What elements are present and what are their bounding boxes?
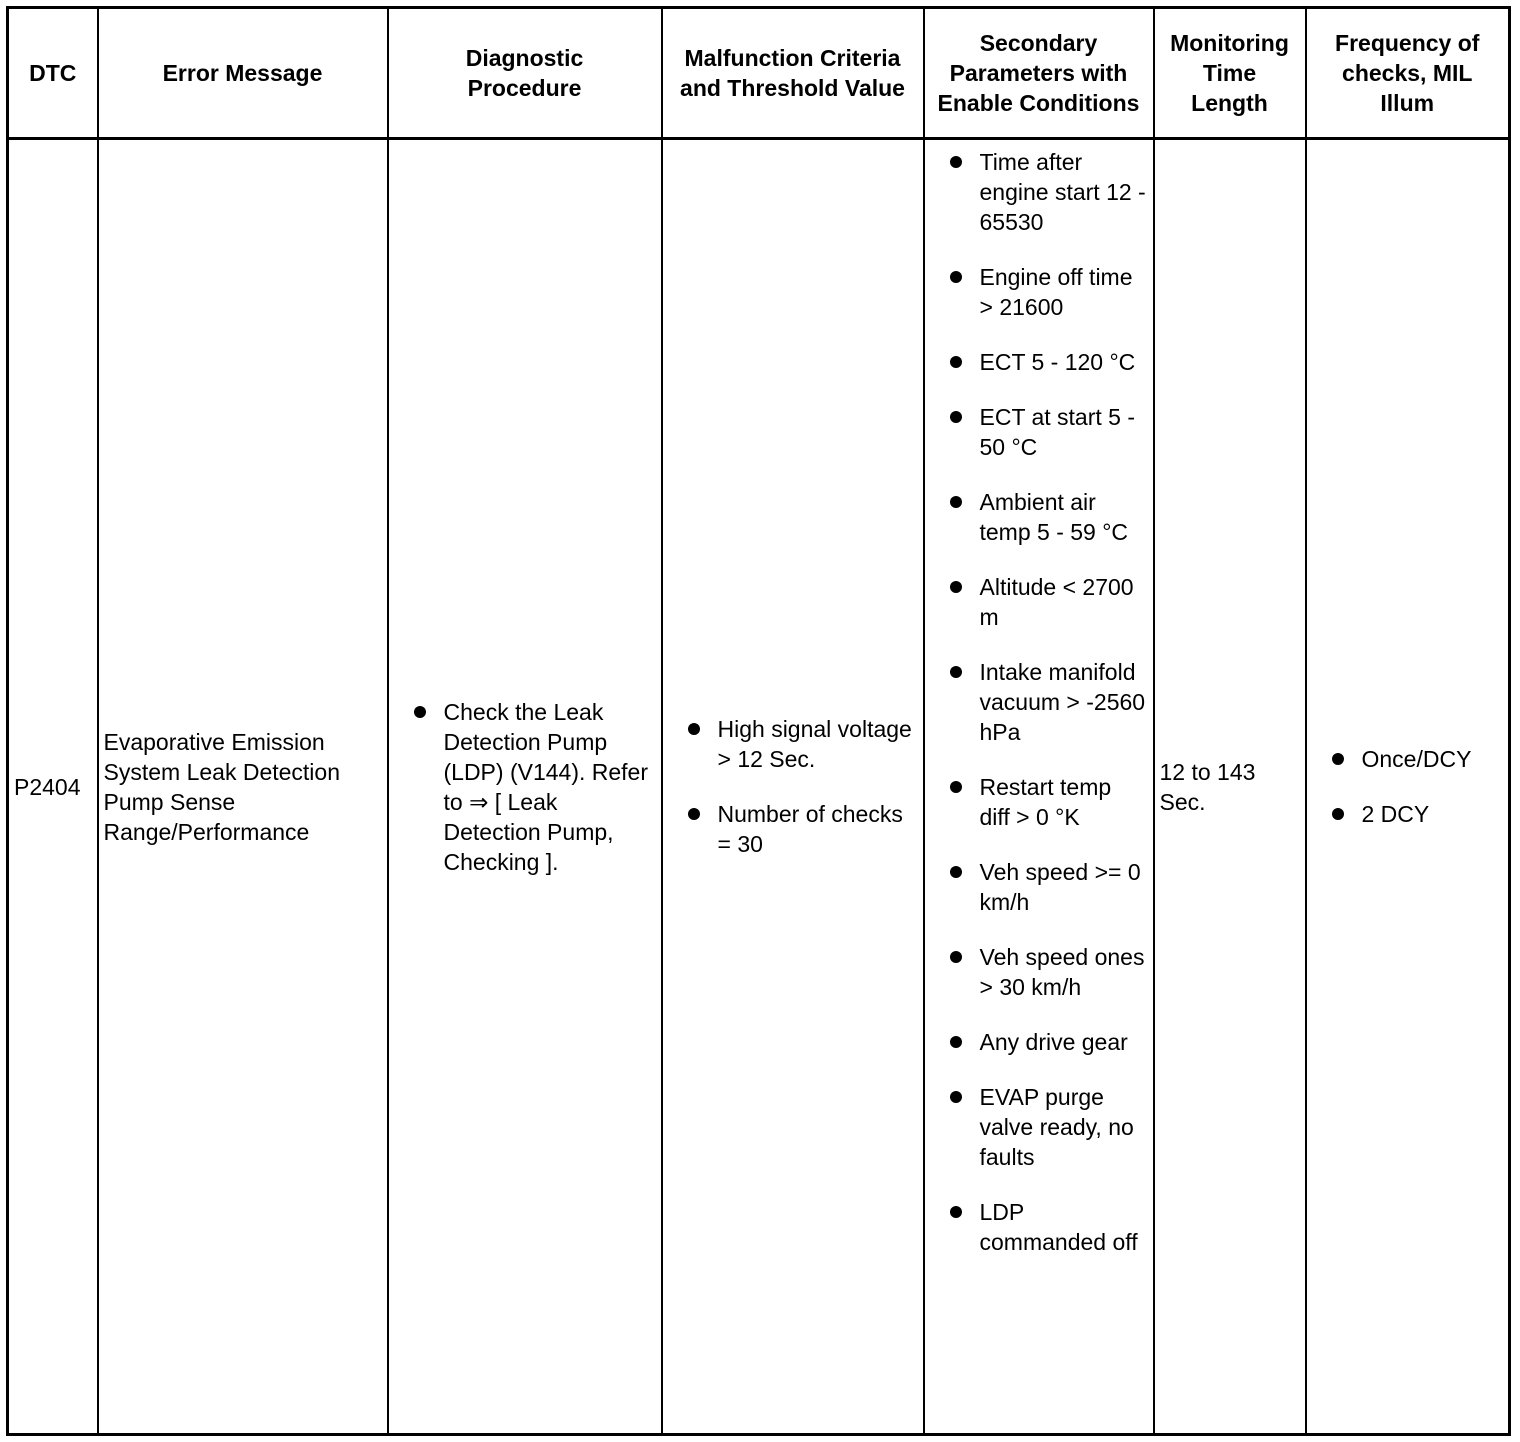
- bullet-icon: [950, 1091, 962, 1103]
- header-row: [8, 8, 1510, 139]
- parameter-text: LDP commanded off: [979, 1199, 1138, 1255]
- frequency-list: [1307, 744, 1509, 829]
- cell-monitoring-time: [1154, 139, 1306, 1435]
- bullet-icon: [950, 581, 962, 593]
- parameter-text: Restart temp diff > 0 °K: [979, 774, 1112, 830]
- header-malfunction-criteria: Malfunction Criteria and Threshold Value: [662, 8, 924, 139]
- list-item: [980, 857, 1147, 917]
- cell-malfunction-criteria: [662, 139, 924, 1435]
- bullet-icon: [950, 1206, 962, 1218]
- list-item: [980, 347, 1147, 377]
- parameter-text: Time after engine start 12 - 65530: [979, 149, 1146, 235]
- list-item: [980, 772, 1147, 832]
- list-item: [980, 657, 1147, 747]
- frequency-text: Once/DCY: [1361, 746, 1472, 772]
- error-message-text: Evaporative Emission System Leak Detection Pump Sense Range/Performance: [103, 728, 341, 845]
- bullet-icon: [414, 706, 426, 718]
- header-frequency: Frequency of checks, MIL Illum: [1306, 8, 1510, 139]
- cell-dtc: P2404: [8, 139, 98, 1435]
- header-monitoring-time: Monitoring Time Length: [1154, 8, 1306, 139]
- criteria-list: [663, 714, 923, 859]
- bullet-icon: [950, 666, 962, 678]
- bullet-icon: [950, 156, 962, 168]
- parameter-text: Altitude < 2700 m: [979, 574, 1134, 630]
- parameter-text: ECT 5 - 120 °C: [979, 349, 1136, 375]
- list-item: [1362, 799, 1503, 829]
- list-item: [980, 147, 1147, 237]
- parameter-text: Ambient air temp 5 - 59 °C: [979, 489, 1129, 545]
- secondary-parameters-list: [925, 140, 1153, 1307]
- monitoring-time-text: 12 to 143 Sec.: [1159, 758, 1256, 815]
- parameter-text: Intake manifold vacuum > -2560 hPa: [979, 659, 1146, 745]
- list-item: [980, 1197, 1147, 1257]
- header-dtc: DTC: [8, 8, 98, 139]
- bullet-icon: [950, 411, 962, 423]
- bullet-icon: [950, 781, 962, 793]
- bullet-icon: [950, 356, 962, 368]
- frequency-text: 2 DCY: [1361, 801, 1430, 827]
- parameter-text: Any drive gear: [979, 1029, 1128, 1055]
- criteria-text: Number of checks = 30: [717, 801, 903, 857]
- bullet-icon: [950, 951, 962, 963]
- list-item: [980, 1082, 1147, 1172]
- bullet-icon: [688, 723, 700, 735]
- bullet-icon: [688, 808, 700, 820]
- bullet-icon: [1332, 753, 1344, 765]
- list-item: [980, 487, 1147, 547]
- procedure-list: [389, 697, 661, 877]
- procedure-text: Check the Leak Detection Pump (LDP) (V144). Refer to ⇒ [ Leak Detection Pump, Checking ].: [443, 698, 649, 875]
- bullet-icon: [950, 496, 962, 508]
- parameter-text: EVAP purge valve ready, no faults: [979, 1084, 1134, 1170]
- list-item: [980, 942, 1147, 1002]
- list-item: [980, 1027, 1147, 1057]
- parameter-text: ECT at start 5 - 50 °C: [979, 404, 1136, 460]
- bullet-icon: [950, 271, 962, 283]
- bullet-icon: [950, 866, 962, 878]
- table-row: [8, 139, 1510, 1435]
- list-item: [980, 262, 1147, 322]
- cell-frequency: [1306, 139, 1510, 1435]
- list-item: [718, 714, 917, 774]
- list-item: [980, 402, 1147, 462]
- cell-diagnostic-procedure: [388, 139, 662, 1435]
- header-secondary-parameters: Secondary Parameters with Enable Conditions: [924, 8, 1154, 139]
- header-diagnostic-procedure: Diagnostic Procedure: [388, 8, 662, 139]
- parameter-text: Veh speed ones > 30 km/h: [979, 944, 1145, 1000]
- bullet-icon: [950, 1036, 962, 1048]
- list-item: [718, 799, 917, 859]
- parameter-text: Engine off time > 21600: [979, 264, 1133, 320]
- bullet-icon: [1332, 808, 1344, 820]
- header-error-message: Error Message: [98, 8, 388, 139]
- list-item: [1362, 744, 1503, 774]
- cell-error-message: [98, 139, 388, 1435]
- criteria-text: High signal voltage > 12 Sec.: [717, 716, 912, 772]
- cell-secondary-parameters: [924, 139, 1154, 1435]
- dtc-table: [6, 6, 1511, 1436]
- list-item: [980, 572, 1147, 632]
- list-item: [444, 697, 651, 877]
- parameter-text: Veh speed >= 0 km/h: [979, 859, 1141, 915]
